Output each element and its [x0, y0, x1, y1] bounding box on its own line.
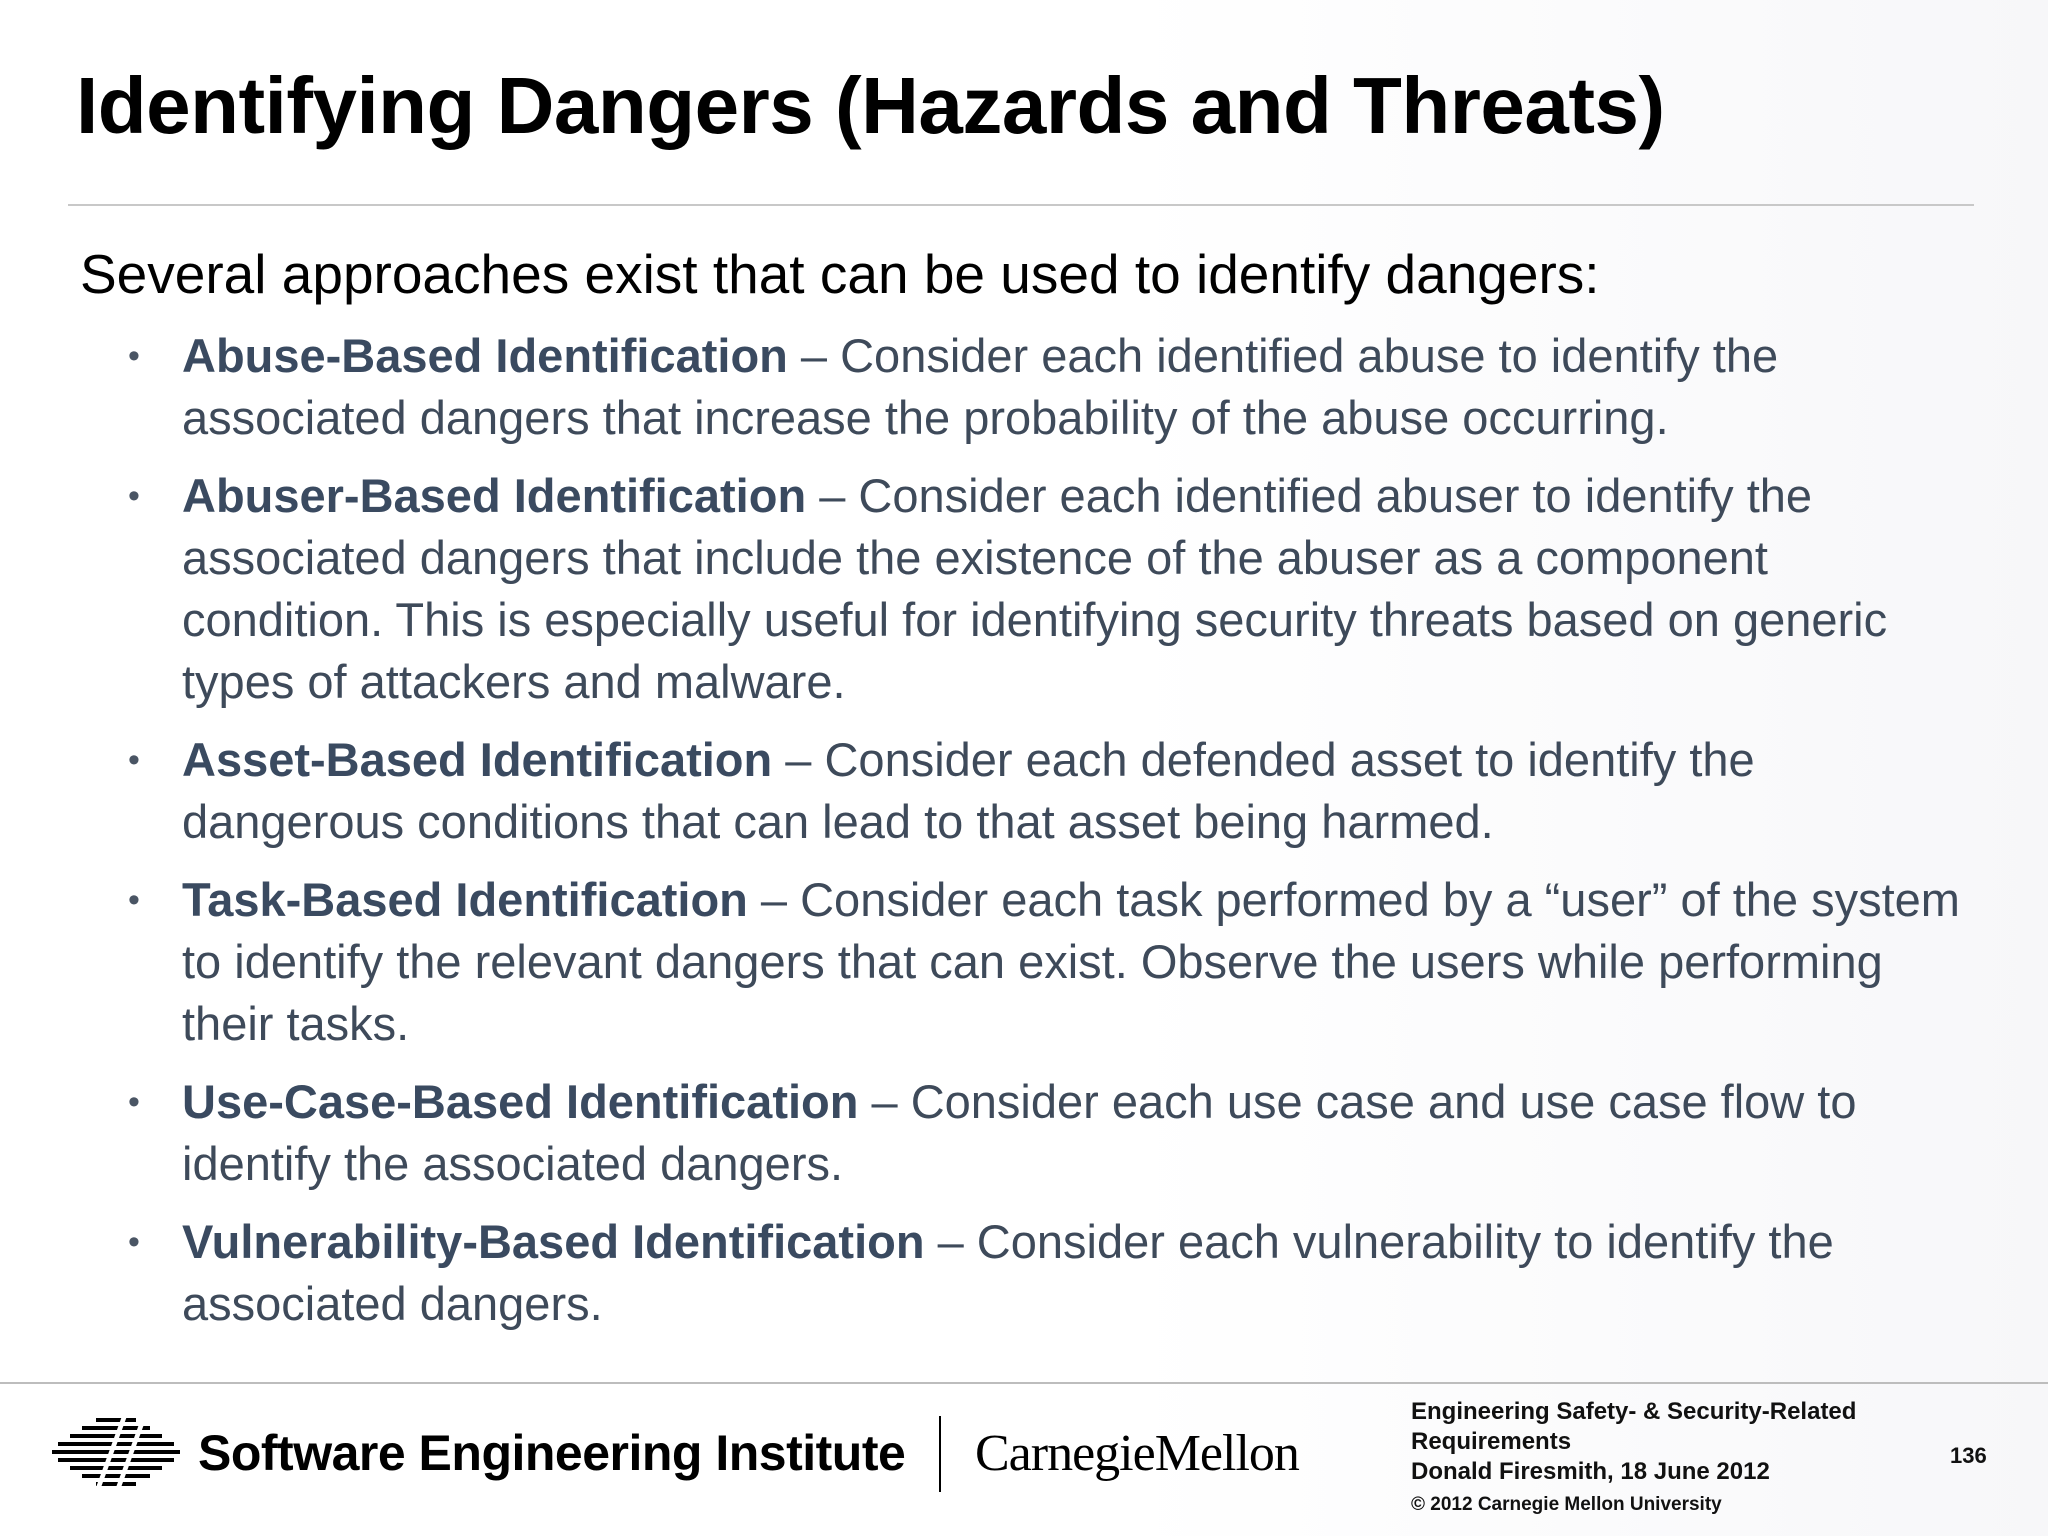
bullet-list [0, 325, 2048, 1351]
footer-course-title: Engineering Safety- & Security-Related [1411, 1398, 1857, 1425]
bullet-marker: • [128, 881, 140, 919]
sei-striped-globe-icon [52, 1416, 180, 1490]
slide-title: Identifying Dangers (Hazards and Threats) [76, 61, 1665, 150]
bullet-term: Asset-Based Identification [182, 733, 773, 786]
footer-divider [0, 1382, 2048, 1384]
footer-info [1411, 1397, 1911, 1487]
bullet-description: – Consider each identified abuser to identify the associated dangers that include the existence of the abuser as a component condition. This is especially useful for identifying security threats based on generic types of attackers and malware. [182, 469, 1888, 708]
bullet-term: Abuser-Based Identification [182, 469, 807, 522]
page-number: 136 [1950, 1443, 1987, 1468]
bullet-description: – Consider each vulnerability to identify the associated dangers. [182, 1215, 1834, 1330]
bullet-item [0, 729, 2022, 853]
bullet-marker: • [128, 1223, 140, 1261]
bullet-item [0, 869, 2022, 1055]
logo-separator [939, 1416, 941, 1492]
bullet-item [0, 465, 2022, 713]
bullet-marker: • [128, 477, 140, 515]
sei-wordmark: Software Engineering Institute [198, 1425, 906, 1481]
bullet-marker: • [128, 337, 140, 375]
footer-course-subtitle: Requirements [1411, 1428, 1572, 1455]
title-divider [68, 204, 1974, 206]
bullet-item [0, 325, 2022, 449]
bullet-description: – Consider each identified abuse to identify the associated dangers that increase the probability of the abuse occurring. [182, 329, 1779, 444]
bullet-description: – Consider each task performed by a “user” of the system to identify the relevant dangers that can exist. Observe the users while performing their tasks. [182, 873, 1960, 1050]
bullet-item [0, 1071, 2022, 1195]
bullet-term: Task-Based Identification [182, 873, 748, 926]
bullet-term: Vulnerability-Based Identification [182, 1215, 925, 1268]
bullet-term: Abuse-Based Identification [182, 329, 788, 382]
footer-author-date: Donald Firesmith, 18 June 2012 [1411, 1458, 1770, 1485]
bullet-description: – Consider each use case and use case flow to identify the associated dangers. [182, 1075, 1857, 1190]
bullet-description: – Consider each defended asset to identify the dangerous conditions that can lead to that asset being harmed. [182, 733, 1755, 848]
intro-text: Several approaches exist that can be used to identify dangers: [80, 243, 1600, 305]
cmu-wordmark: CarnegieMellon [975, 1425, 1299, 1482]
bullet-term: Use-Case-Based Identification [182, 1075, 859, 1128]
bullet-marker: • [128, 1083, 140, 1121]
copyright: © 2012 Carnegie Mellon University [1411, 1494, 1722, 1515]
bullet-marker: • [128, 741, 140, 779]
bullet-item [0, 1211, 2022, 1335]
